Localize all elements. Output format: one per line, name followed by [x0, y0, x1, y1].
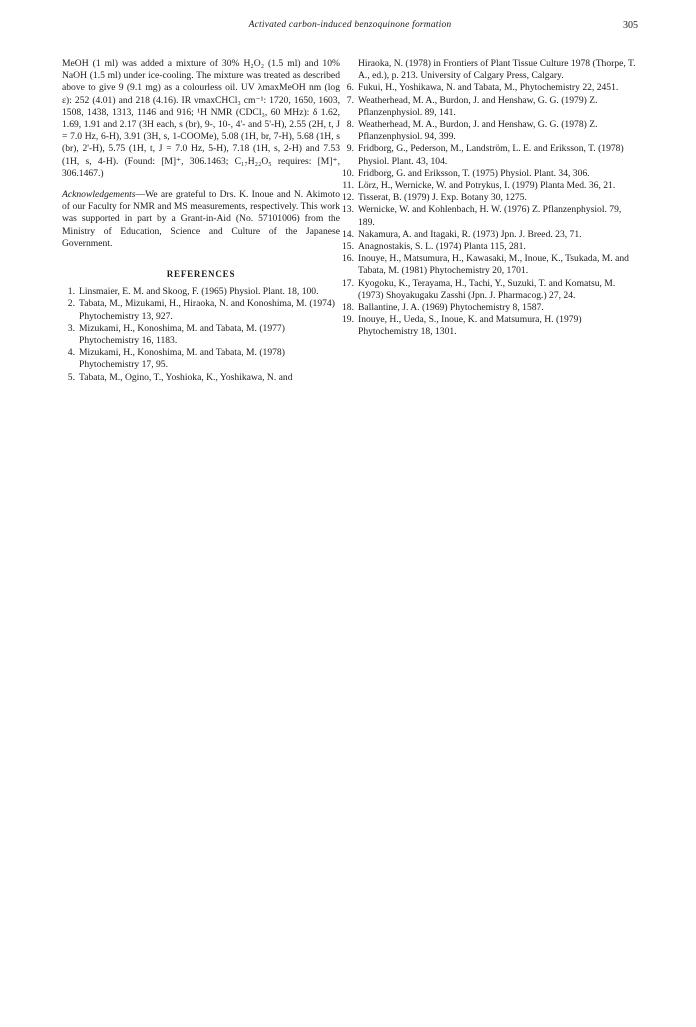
reference-number: 17. [342, 277, 354, 289]
reference-item [340, 204, 640, 228]
reference-number: 12. [342, 192, 354, 204]
reference-text: Lörz, H., Wernicke, W. and Potrykus, I. (1979) Planta Med. 36, 21. [358, 180, 616, 192]
reference-item [340, 119, 640, 143]
reference-number: 8. [346, 119, 354, 131]
reference-number: 10. [342, 167, 354, 179]
left-column [62, 58, 340, 384]
reference-number: 6. [346, 82, 354, 94]
reference-item [340, 82, 640, 94]
reference-text: Linsmaier, E. M. and Skoog, F. (1965) Physiol. Plant. 18, 100. [79, 286, 319, 298]
reference-text: Weatherhead, M. A., Burdon, J. and Henshaw, G. G. (1978) Z. Pflanzenphysiol. 94, 399. [358, 119, 598, 143]
reference-text: Fridborg, G. and Eriksson, T. (1975) Physiol. Plant. 34, 306. [358, 167, 590, 179]
reference-text: Mizukami, H., Konoshima, M. and Tabata, M. (1978) Phytochemistry 17, 95. [79, 347, 285, 371]
reference-item [340, 241, 640, 253]
running-title: Activated carbon-induced benzoquinone formation [248, 20, 452, 30]
reference-number: 1. [67, 286, 75, 298]
reference-text: Fukui, H., Yoshikawa, N. and Tabata, M., Phytochemistry 22, 2451. [358, 82, 619, 94]
reference-text: Fridborg, G., Pederson, M., Landström, L. E. and Eriksson, T. (1978) Physiol. Plant. 43, 104. [358, 143, 624, 167]
reference-number: 9. [346, 143, 354, 155]
acknowledgements-text: —We are grateful to Drs. K. Inoue and N. Akimoto of our Faculty for NMR and MS measurements, respectively. This work was supported in part by a Grant-in-Aid (No. 57101006) from the Ministry of Education, Science and Culture of the Japanese Government. [62, 189, 340, 249]
reference-item [62, 286, 340, 298]
references-list-right [340, 58, 640, 339]
reference-item [340, 192, 640, 204]
reference-item [340, 95, 640, 119]
reference-item [340, 302, 640, 314]
reference-number: 16. [342, 253, 354, 265]
reference-number: 14. [342, 228, 354, 240]
reference-number: 4. [67, 347, 75, 359]
reference-item [62, 347, 340, 371]
reference-item [62, 323, 340, 347]
page-number: 305 [623, 20, 638, 31]
reference-text: Wernicke, W. and Kohlenbach, H. W. (1976) Z. Pflanzenphysiol. 79, 189. [358, 204, 622, 228]
reference-text: Inouye, H., Matsumura, H., Kawasaki, M., Inoue, K., Tsukada, M. and Tabata, M. (1981) Phytochemistry 20, 1701. [358, 253, 629, 277]
reference-number: 2. [67, 298, 75, 310]
reference-item [340, 253, 640, 277]
reference-text: Inouye, H., Ueda, S., Inoue, K. and Matsumura, H. (1979) Phytochemistry 18, 1301. [358, 314, 582, 338]
reference-text: Mizukami, H., Konoshima, M. and Tabata, M. (1977) Phytochemistry 16, 1183. [79, 322, 285, 347]
reference-text: Tabata, M., Mizukami, H., Hiraoka, N. and Konoshima, M. (1974) Phytochemistry 13, 927. [79, 298, 335, 322]
reference-number: 19. [342, 314, 354, 326]
reference-number: 15. [342, 241, 354, 253]
reference-text: Ballantine, J. A. (1969) Phytochemistry 8, 1587. [358, 302, 544, 314]
reference-number: 5. [67, 371, 75, 383]
references-list-left [62, 286, 340, 384]
reference-text: Tabata, M., Ogino, T., Yoshioka, K., Yoshikawa, N. and [79, 371, 293, 383]
experimental-paragraph: MeOH (1 ml) was added a mixture of 30% H₂O₂ (1.5 ml) and 10% NaOH (1.5 ml) under ice-cooling. The mixture was treated as described above to give 9 (9.1 mg) as a colourless oil. UV λmaxMeOH nm (log ε): 252 (4.01) and 218 (4.16). IR νmaxCHCl₃ cm⁻¹: 1720, 1650, 1603, 1508, 1438, 1313, 1146 and 916; ¹H NMR (CDCl₃, 60 MHz): δ 1.62, 1.69, 1.91 and 2.17 (3H each, s (br), 9-, 10-, 4'- and 5'-H), 2.55 (2H, t, J = 7.0 Hz, 6-H), 3.91 (3H, s, 1-COOMe), 5.08 (1H, br, 7-H), 5.68 (1H, s (br), 2'-H), 5.75 (1H, t, J = 7.0 Hz, 5-H), 7.18 (1H, s, 2-H) and 7.53 (1H, s, 4-H). (Found: [M]⁺, 306.1463; C₁₇H₂₂O₅ requires: [M]⁺, 306.1467.) [62, 58, 340, 179]
reference-text: Kyogoku, K., Terayama, H., Tachi, Y., Suzuki, T. and Komatsu, M. (1973) Shoyakugaku Zasshi (Jpn. J. Pharmacog.) 27, 24. [358, 277, 616, 301]
reference-item [340, 278, 640, 302]
reference-text: Anagnostakis, S. L. (1974) Planta 115, 281. [358, 241, 526, 253]
reference-number: 13. [342, 204, 354, 216]
acknowledgements [62, 189, 340, 250]
reference-text: Nakamura, A. and Itagaki, R. (1973) Jpn. J. Breed. 23, 71. [358, 228, 582, 240]
reference-item [340, 143, 640, 167]
reference-text: Weatherhead, M. A., Burdon, J. and Henshaw, G. G. (1979) Z. Pflanzenphysiol. 89, 141. [358, 94, 598, 118]
reference-number: 7. [346, 94, 354, 106]
reference-item [62, 372, 340, 384]
reference-item [340, 180, 640, 192]
reference-number: 11. [342, 180, 354, 192]
reference-item [340, 168, 640, 180]
reference-number: 18. [342, 302, 354, 314]
reference-item [340, 314, 640, 338]
reference-item [62, 298, 340, 322]
references-heading: REFERENCES [166, 269, 236, 280]
reference-text: Tisserat, B. (1979) J. Exp. Botany 30, 1275. [358, 192, 527, 204]
reference-item [340, 229, 640, 241]
acknowledgements-label: Acknowledgements [62, 189, 136, 201]
reference-text: Hiraoka, N. (1978) in Frontiers of Plant Tissue Culture 1978 (Thorpe, T. A., ed.), p. 213. University of Calgary Press, Calgary. [358, 58, 636, 82]
reference-item-continued [340, 58, 640, 82]
right-column [340, 58, 640, 339]
running-head [62, 20, 638, 34]
reference-number: 3. [67, 322, 75, 334]
